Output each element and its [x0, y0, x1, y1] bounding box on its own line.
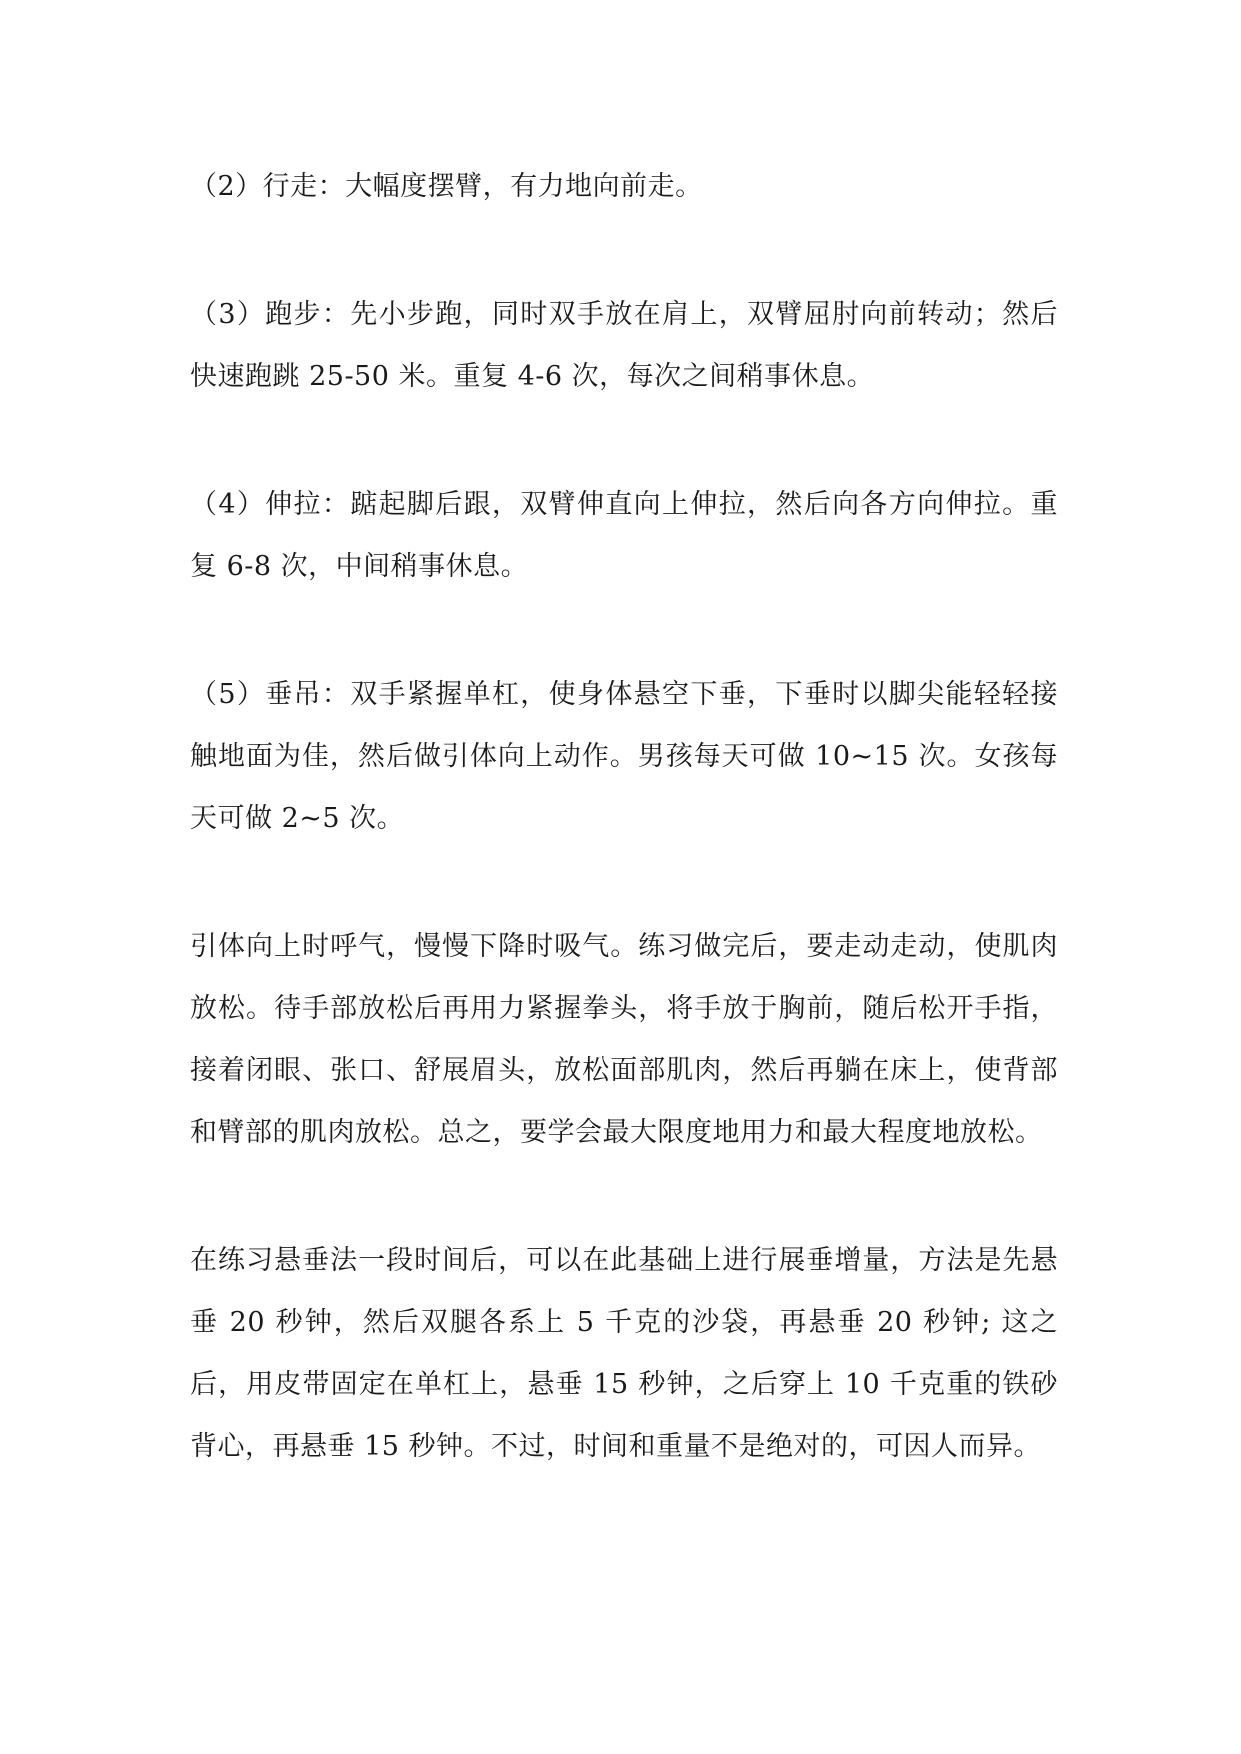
paragraph-hanging: （5）垂吊：双手紧握单杠，使身体悬空下垂，下垂时以脚尖能轻轻接触地面为佳，然后做引体向上动作。男孩每天可做 10~15 次。女孩每天可做 2~5 次。 [190, 679, 1058, 834]
paragraph-breathing-relaxation: 引体向上时呼气，慢慢下降时吸气。练习做完后，要走动走动，使肌肉放松。待手部放松后再用力紧握拳头，将手放于胸前，随后松开手指，接着闭眼、张口、舒展眉头，放松面部肌肉，然后再躺在床上，使背部和臂部的肌肉放松。总之，要学会最大限度地用力和最大程度地放松。 [190, 931, 1058, 1148]
paragraph-walking: （2）行走：大幅度摆臂，有力地向前走。 [190, 171, 703, 202]
paragraph-running: （3）跑步：先小步跑，同时双手放在肩上，双臂屈肘向前转动；然后快速跑跳 25-50 米。重复 4-6 次，每次之间稍事休息。 [190, 299, 1058, 392]
document-body [190, 156, 1058, 1544]
paragraph-stretching: （4）伸拉：踮起脚后跟，双臂伸直向上伸拉，然后向各方向伸拉。重复 6-8 次，中间稍事休息。 [190, 489, 1058, 582]
paragraph-weighted-hanging: 在练习悬垂法一段时间后，可以在此基础上进行展垂增量，方法是先悬垂 20 秒钟，然后双腿各系上 5 千克的沙袋，再悬垂 20 秒钟; 这之后，用皮带固定在单杠上，悬垂 15 秒钟，之后穿上 10 千克重的铁砂背心，再悬垂 15 秒钟。不过，时间和重量不是绝对的，可因人而异。 [190, 1245, 1058, 1462]
